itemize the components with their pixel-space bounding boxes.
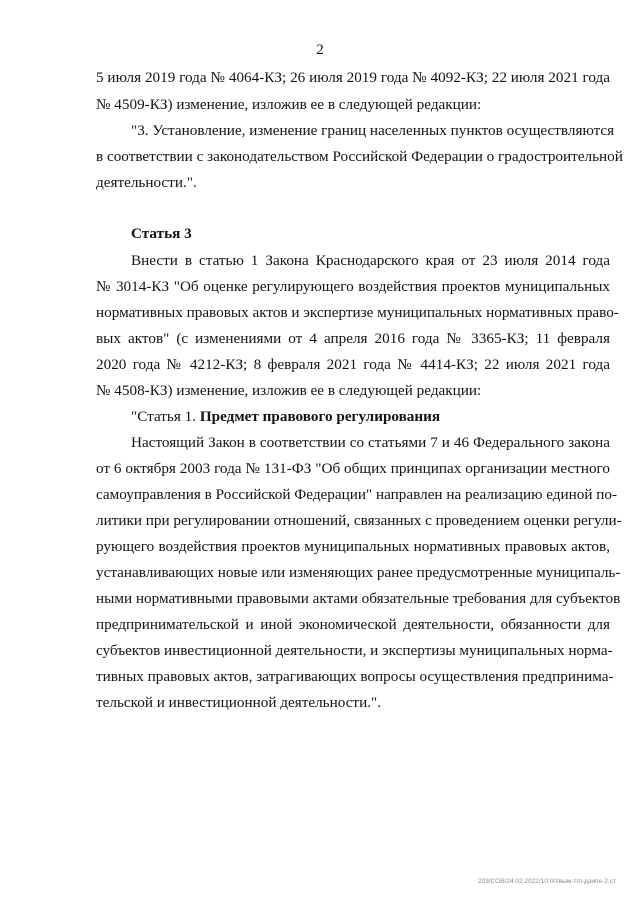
text-line: ными нормативными правовыми актами обязательные требования для субъектов <box>96 590 621 607</box>
text-line: № 3014-КЗ "Об оценке регулирующего воздействия проектов муниципальных <box>96 278 610 295</box>
text-line: тивных правовых актов, затрагивающих вопросы осуществления предпринима- <box>96 668 614 685</box>
page-number: 2 <box>316 42 324 58</box>
text-line: от 6 октября 2003 года № 131-ФЗ "Об общих принципах организации местного <box>96 460 610 477</box>
text-line: самоуправления в Российской Федерации" направлен на реализацию единой по- <box>96 486 618 503</box>
text-line: предпринимательской и иной экономической деятельности, обязанности для <box>96 616 610 633</box>
quoted-article-number: "Статья 1. <box>131 408 200 425</box>
article-heading: Статья 3 <box>131 225 192 242</box>
text-line: субъектов инвестиционной деятельности, и экспертизы муниципальных норма- <box>96 642 613 659</box>
text-line: 2020 года № 4212-КЗ; 8 февраля 2021 года № 4414-КЗ; 22 июля 2021 года <box>96 356 610 373</box>
text-line: тельской и инвестиционной деятельности.". <box>96 694 381 711</box>
quoted-article-heading <box>131 407 610 427</box>
text-line: деятельности.". <box>96 174 197 191</box>
text-line: "3. Установление, изменение границ населенных пунктов осуществляются <box>131 122 615 139</box>
text-line: № 4508-КЗ) изменение, изложив ее в следующей редакции: <box>96 382 482 399</box>
text-line: рующего воздействия проектов муниципальных нормативных правовых актов, <box>96 538 610 555</box>
text-line: № 4509-КЗ) изменение, изложив ее в следующей редакции: <box>96 96 482 113</box>
text-line: вых актов" (с изменениями от 4 апреля 2016 года № 3365-КЗ; 11 февраля <box>96 330 610 347</box>
text-line: литики при регулировании отношений, связанных с проведением оценки регули- <box>96 512 622 529</box>
text-line: устанавливающих новые или изменяющих ранее предусмотренные муниципаль- <box>96 564 621 581</box>
text-line: в соответствии с законодательством Российской Федерации о градостроительной <box>96 148 623 165</box>
quoted-article-title: Предмет правового регулирования <box>199 408 441 425</box>
text-line: Внести в статью 1 Закона Краснодарского края от 23 июля 2014 года <box>131 252 610 269</box>
text-line: нормативных правовых актов и экспертизе муниципальных нормативных право- <box>96 304 619 321</box>
text-line: 5 июля 2019 года № 4064-КЗ; 26 июля 2019 года № 4092-КЗ; 22 июля 2021 года <box>96 69 610 86</box>
text-line: Настоящий Закон в соответствии со статьями 7 и 46 Федерального закона <box>131 434 610 451</box>
footer-stamp: 203/СОВ/24.02.2022/10:00/вым-т/п-даипе-2.ст <box>477 878 616 885</box>
